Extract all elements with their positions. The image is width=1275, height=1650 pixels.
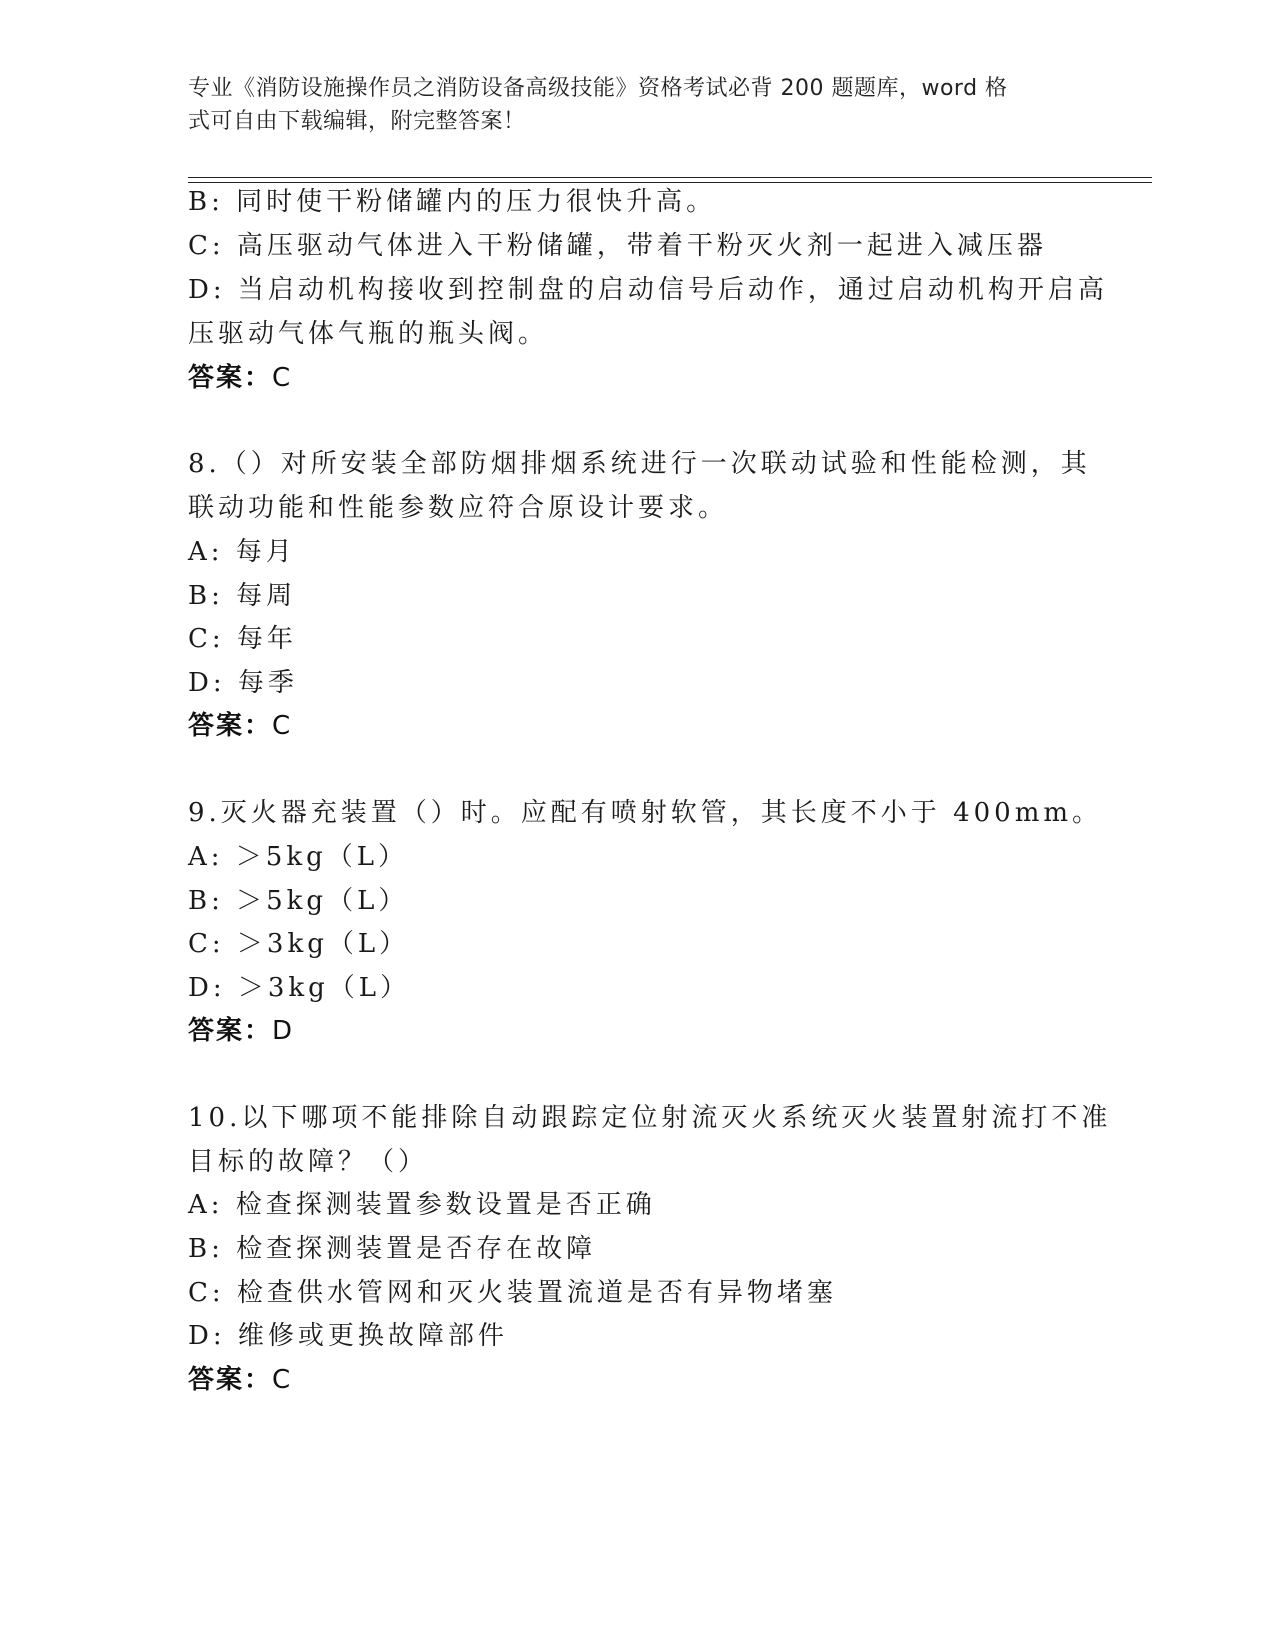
document-header <box>188 72 1088 138</box>
q9-answer <box>188 1015 294 1047</box>
q7-option-b: B: 同时使干粉储罐内的压力很快升高。 <box>188 187 717 217</box>
q10-answer-label: 答案： <box>188 1365 273 1395</box>
header-divider-top <box>188 177 1152 178</box>
q10-answer <box>188 1364 292 1396</box>
q10-option-d: D: 维修或更换故障部件 <box>188 1321 508 1351</box>
q7-option-d-line-1: D: 当启动机构接收到控制盘的启动信号后动作，通过启动机构开启高 <box>188 275 1108 305</box>
q7-option-c: C: 高压驱动气体进入干粉储罐，带着干粉灭火剂一起进入减压器 <box>188 231 1047 261</box>
q10-stem-line-1: 10.以下哪项不能排除自动跟踪定位射流灭火系统灭火装置射流打不准 <box>188 1103 1112 1133</box>
q7-answer-label: 答案： <box>188 363 273 393</box>
q10-option-a: A: 检查探测装置参数设置是否正确 <box>188 1190 656 1220</box>
q8-stem-line-1: 8.（）对所安装全部防烟排烟系统进行一次联动试验和性能检测，其 <box>188 449 1091 479</box>
q8-option-d: D: 每季 <box>188 668 298 698</box>
q7-answer-value: C <box>272 363 293 393</box>
q7-option-d-line-2: 压驱动气体气瓶的瓶头阀。 <box>188 319 549 349</box>
q8-option-c: C: 每年 <box>188 624 297 654</box>
q10-option-b: B: 检查探测装置是否存在故障 <box>188 1234 597 1264</box>
q10-answer-value: C <box>272 1365 293 1395</box>
q10-option-c: C: 检查供水管网和灭火装置流道是否有异物堵塞 <box>188 1278 837 1308</box>
q9-answer-value: D <box>272 1016 295 1046</box>
q9-option-d: D: ＞3kg（L） <box>188 973 411 1003</box>
q8-option-b: B: 每周 <box>188 581 297 611</box>
q9-option-c: C: ＞3kg（L） <box>188 929 410 959</box>
q8-answer <box>188 710 292 742</box>
q9-stem: 9.灭火器充装置（）时。应配有喷射软管，其长度不小于 400mm。 <box>188 798 1103 828</box>
q7-answer <box>188 362 292 394</box>
header-divider-bottom <box>188 182 1152 183</box>
q8-answer-value: C <box>272 711 293 741</box>
q8-stem-line-2: 联动功能和性能参数应符合原设计要求。 <box>188 493 729 523</box>
q9-option-a: A: ＞5kg（L） <box>188 842 409 872</box>
q10-stem-line-2: 目标的故障？（） <box>188 1147 429 1177</box>
q8-option-a: A: 每月 <box>188 537 296 567</box>
q9-option-b: B: ＞5kg（L） <box>188 886 409 916</box>
header-line-2: 式可自由下载编辑，附完整答案！ <box>188 109 526 134</box>
header-line-1: 专业《消防设施操作员之消防设备高级技能》资格考试必背 200 题题库，word 格 <box>188 76 1008 101</box>
q8-answer-label: 答案： <box>188 711 273 741</box>
q9-answer-label: 答案： <box>188 1016 273 1046</box>
